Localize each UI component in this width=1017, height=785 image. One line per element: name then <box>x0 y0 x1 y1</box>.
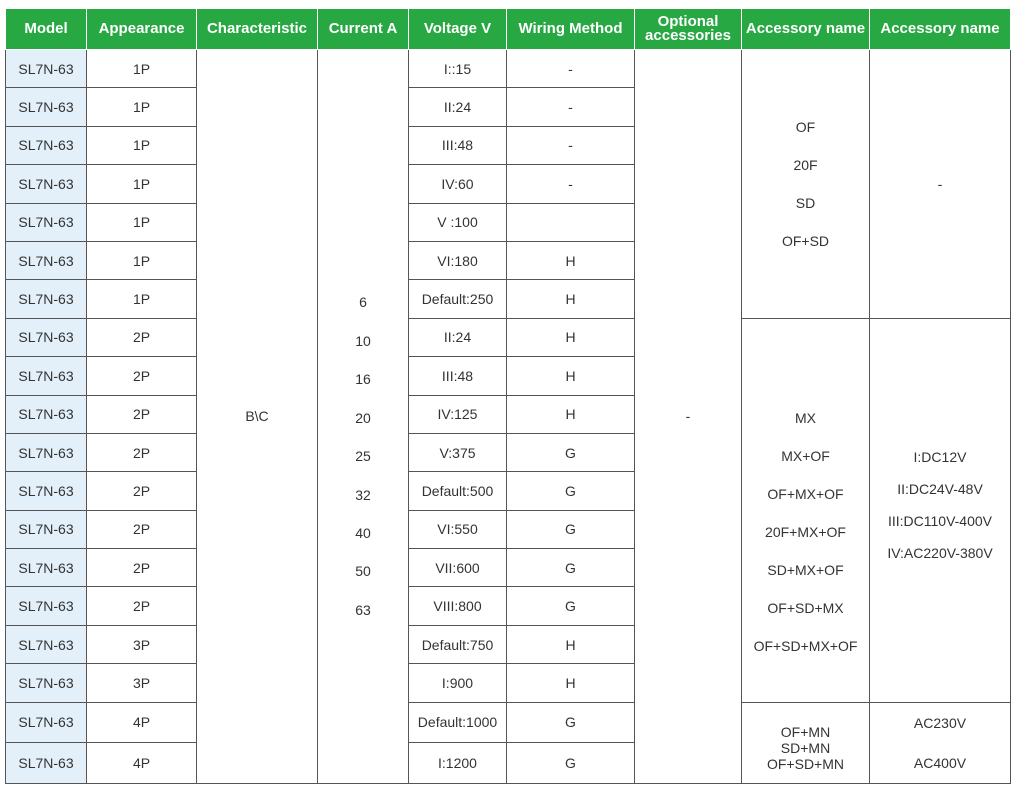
accessory-value: IV:AC220V-380V <box>887 545 993 562</box>
model-cell: SL7N-63 <box>6 702 87 743</box>
appearance-cell: 1P <box>87 88 197 126</box>
accessory-group-3-names <box>742 702 870 783</box>
wiring-cell: H <box>507 318 635 356</box>
voltage-cell: Default:750 <box>409 625 507 663</box>
accessory-item: MX <box>795 410 816 427</box>
wiring-cell: - <box>507 50 635 88</box>
model-cell: SL7N-63 <box>6 165 87 203</box>
spec-table <box>5 8 1011 784</box>
appearance-cell: 3P <box>87 625 197 663</box>
wiring-cell: G <box>507 702 635 743</box>
appearance-cell: 1P <box>87 241 197 279</box>
appearance-cell: 2P <box>87 472 197 510</box>
voltage-cell: Default:1000 <box>409 702 507 743</box>
appearance-cell: 2P <box>87 510 197 548</box>
table-row <box>6 702 1011 743</box>
accessory-value: II:DC24V-48V <box>897 481 983 498</box>
voltage-cell: I::15 <box>409 50 507 88</box>
header-characteristic: Characteristic <box>197 9 318 50</box>
voltage-cell: V :100 <box>409 203 507 241</box>
voltage-cell: II:24 <box>409 88 507 126</box>
accessory-value: AC400V <box>913 754 967 771</box>
appearance-cell: 2P <box>87 549 197 587</box>
appearance-cell: 2P <box>87 357 197 395</box>
accessory-item: OF <box>795 118 816 135</box>
wiring-cell: G <box>507 433 635 471</box>
voltage-cell: IV:60 <box>409 165 507 203</box>
wiring-cell: H <box>507 357 635 395</box>
wiring-cell: G <box>507 472 635 510</box>
accessory-item: 20F <box>793 156 818 173</box>
accessory-item: OF+MN <box>780 723 831 740</box>
wiring-cell <box>507 203 635 241</box>
model-cell: SL7N-63 <box>6 280 87 318</box>
current-value: 63 <box>355 601 371 618</box>
wiring-cell: H <box>507 664 635 702</box>
current-value: 50 <box>355 563 371 580</box>
appearance-cell: 3P <box>87 664 197 702</box>
header-wiring: Wiring Method <box>507 9 635 50</box>
header-model: Model <box>6 9 87 50</box>
header-accessory-name-1: Accessory name <box>742 9 870 50</box>
header-accessory-name-2: Accessory name <box>870 9 1011 50</box>
model-cell: SL7N-63 <box>6 357 87 395</box>
voltage-cell: III:48 <box>409 357 507 395</box>
accessory-group-1-value: - <box>870 50 1011 319</box>
appearance-cell: 1P <box>87 126 197 164</box>
accessory-value: AC230V <box>913 714 967 731</box>
current-value: 40 <box>355 524 371 541</box>
current-value: 32 <box>355 486 371 503</box>
wiring-cell: H <box>507 395 635 433</box>
current-value: 16 <box>355 371 371 388</box>
model-cell: SL7N-63 <box>6 587 87 625</box>
accessory-group-3-values <box>870 702 1011 783</box>
accessory-item: 20F+MX+OF <box>765 524 846 541</box>
accessory-value: III:DC110V-400V <box>887 513 993 530</box>
model-cell: SL7N-63 <box>6 50 87 88</box>
accessory-item: MX+OF <box>781 448 830 465</box>
voltage-cell: VIII:800 <box>409 587 507 625</box>
accessory-value: I:DC12V <box>913 449 967 466</box>
model-cell: SL7N-63 <box>6 241 87 279</box>
wiring-cell: G <box>507 743 635 784</box>
appearance-cell: 4P <box>87 702 197 743</box>
model-cell: SL7N-63 <box>6 472 87 510</box>
wiring-cell: H <box>507 280 635 318</box>
appearance-cell: 1P <box>87 50 197 88</box>
optional-accessories-cell: - <box>635 50 742 784</box>
appearance-cell: 2P <box>87 433 197 471</box>
wiring-cell: H <box>507 625 635 663</box>
model-cell: SL7N-63 <box>6 664 87 702</box>
accessory-item: SD+MX+OF <box>767 562 844 579</box>
header-optional-accessories: Optional accessories <box>635 9 742 50</box>
model-cell: SL7N-63 <box>6 88 87 126</box>
wiring-cell: G <box>507 587 635 625</box>
accessory-item: SD <box>795 194 816 211</box>
model-cell: SL7N-63 <box>6 510 87 548</box>
voltage-cell: Default:500 <box>409 472 507 510</box>
model-cell: SL7N-63 <box>6 743 87 784</box>
appearance-cell: 1P <box>87 203 197 241</box>
current-value: 25 <box>355 448 371 465</box>
model-cell: SL7N-63 <box>6 126 87 164</box>
accessory-item: OF+SD+MX <box>767 600 844 617</box>
accessory-group-1-names <box>742 50 870 319</box>
voltage-cell: VI:550 <box>409 510 507 548</box>
characteristic-cell: B\C <box>197 50 318 784</box>
accessory-item: OF+SD+MX+OF <box>753 638 858 655</box>
wiring-cell: - <box>507 165 635 203</box>
wiring-cell: G <box>507 549 635 587</box>
table-row <box>6 50 1011 88</box>
voltage-cell: III:48 <box>409 126 507 164</box>
voltage-cell: VII:600 <box>409 549 507 587</box>
wiring-cell: - <box>507 88 635 126</box>
current-value: 6 <box>359 294 367 311</box>
appearance-cell: 2P <box>87 318 197 356</box>
accessory-item: OF+SD+MN <box>766 755 844 772</box>
model-cell: SL7N-63 <box>6 318 87 356</box>
model-cell: SL7N-63 <box>6 203 87 241</box>
voltage-cell: II:24 <box>409 318 507 356</box>
appearance-cell: 2P <box>87 587 197 625</box>
wiring-cell: H <box>507 241 635 279</box>
wiring-cell: G <box>507 510 635 548</box>
model-cell: SL7N-63 <box>6 625 87 663</box>
table-row <box>6 318 1011 356</box>
voltage-cell: I:900 <box>409 664 507 702</box>
accessory-group-2-values <box>870 318 1011 702</box>
voltage-cell: VI:180 <box>409 241 507 279</box>
accessory-item: SD+MN <box>780 739 831 756</box>
appearance-cell: 1P <box>87 165 197 203</box>
model-cell: SL7N-63 <box>6 395 87 433</box>
current-cell <box>318 50 409 784</box>
appearance-cell: 2P <box>87 395 197 433</box>
accessory-item: OF+SD <box>781 232 830 249</box>
accessory-item: OF+MX+OF <box>767 486 844 503</box>
header-row <box>6 9 1011 50</box>
header-current: Current A <box>318 9 409 50</box>
appearance-cell: 1P <box>87 280 197 318</box>
current-value: 10 <box>355 332 371 349</box>
header-appearance: Appearance <box>87 9 197 50</box>
voltage-cell: Default:250 <box>409 280 507 318</box>
accessory-group-2-names <box>742 318 870 702</box>
header-voltage: Voltage V <box>409 9 507 50</box>
appearance-cell: 4P <box>87 743 197 784</box>
wiring-cell: - <box>507 126 635 164</box>
voltage-cell: V:375 <box>409 433 507 471</box>
voltage-cell: I:1200 <box>409 743 507 784</box>
voltage-cell: IV:125 <box>409 395 507 433</box>
model-cell: SL7N-63 <box>6 433 87 471</box>
current-value: 20 <box>355 409 371 426</box>
model-cell: SL7N-63 <box>6 549 87 587</box>
